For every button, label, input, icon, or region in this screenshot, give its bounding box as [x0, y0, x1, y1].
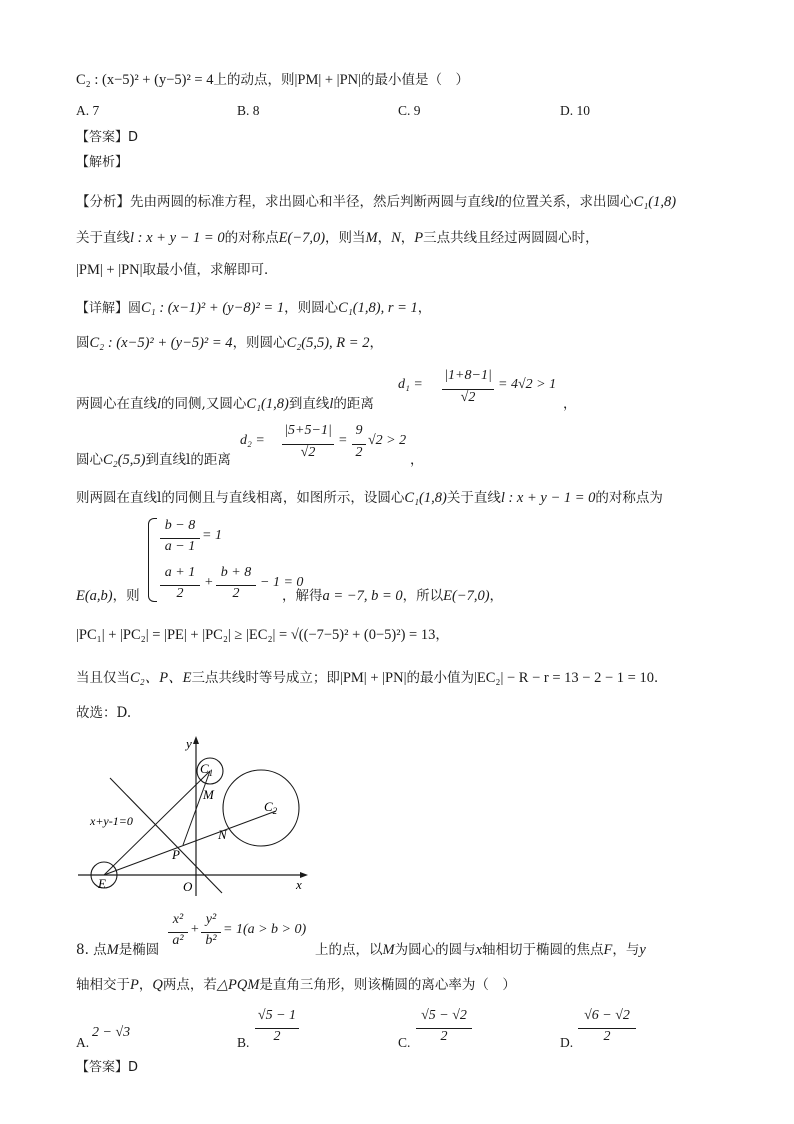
- detail-text: 的同侧,又圆心: [161, 396, 247, 412]
- detail-text: 【详解】圆: [76, 301, 142, 316]
- detail-text: 三点共线时等号成立；即: [191, 670, 340, 686]
- detail-line-6a: [76, 586, 140, 606]
- detail-text: ，则: [112, 588, 140, 604]
- distance-inequality: |PC₁| + |PC₂| = |PE| + |PC₂| ≥ |EC₂| = √((−7−5)² + (0−5)²) = 13: [76, 627, 436, 643]
- q7-option-b: B. 8: [237, 103, 260, 118]
- detail-line-4: [76, 450, 231, 470]
- q8-option-b-label: B.: [237, 1035, 250, 1050]
- q8-option-c-label: C.: [398, 1035, 411, 1050]
- detail-line-9: 故选：D.: [76, 705, 132, 721]
- detail-text: ，则圆心: [232, 335, 287, 351]
- q7-stem-math: C₂ : (x−5)² + (y−5)² = 4: [76, 72, 214, 88]
- q7-analysis-tag: 【解析】: [76, 155, 129, 170]
- q8-option-c-numerator: √5 − √2: [421, 1008, 467, 1023]
- y-arrow-icon: [193, 736, 199, 744]
- q8-option-b-denominator: 2: [255, 1028, 299, 1045]
- detail-text: 的对称点为: [595, 490, 663, 506]
- q8-text: 8. 点: [76, 942, 107, 958]
- q8-text: 轴相切于椭圆的焦点: [482, 942, 604, 958]
- geometry-figure: [76, 733, 316, 898]
- y-axis-label: y: [186, 736, 192, 751]
- d2-frac-den: 2: [352, 444, 366, 461]
- line-l-symbol: l: [494, 194, 499, 210]
- q7-option-d: D. 10: [560, 103, 590, 118]
- sys2-plus: +: [204, 575, 214, 590]
- q-symbol: Q: [152, 977, 163, 993]
- detail-text: 的最小值为: [406, 670, 474, 686]
- detail-text: 两圆心在直线: [76, 396, 157, 412]
- f-symbol: F: [603, 942, 613, 958]
- e-point: E(−7,0): [278, 230, 326, 246]
- d1-lhs: d₁ =: [398, 377, 423, 392]
- c1-equation: C₁ : (x−1)² + (y−8)² = 1: [141, 300, 285, 316]
- fenxi-text: ，则当: [325, 230, 366, 246]
- q7-answer: 【答案】D: [76, 130, 139, 145]
- n-label: N: [218, 827, 227, 842]
- q8-text: 是椭圆: [118, 942, 160, 958]
- detail-text: 当且仅当: [76, 670, 130, 686]
- detail-text: 到直线: [288, 396, 330, 412]
- e-label: E: [98, 876, 106, 891]
- origin-label: O: [183, 879, 193, 894]
- fenxi-text: 三点共线且经过两圆圆心时，: [423, 230, 599, 246]
- fenxi-text: 取最小值，求解即可．: [142, 262, 278, 278]
- d2-comma: ，: [410, 452, 424, 468]
- detail-text: ，则圆心: [284, 300, 339, 316]
- ellipse-plus: +: [190, 922, 200, 937]
- detail-text: 圆心: [76, 452, 103, 468]
- q8-option-a-label: A.: [76, 1035, 90, 1050]
- d2-rhs: √2 > 2: [368, 433, 407, 448]
- q8-line-1a: [76, 940, 159, 960]
- e-point: E(−7,0): [443, 588, 490, 604]
- d1-rhs: = 4√2 > 1: [498, 377, 557, 392]
- d2-numerator: |5+5−1|: [284, 423, 332, 438]
- detail-text: 关于直线: [446, 490, 501, 506]
- detail-line-1: [76, 298, 431, 319]
- fenxi-text: 关于直线: [76, 230, 130, 246]
- detail-line-8: [76, 668, 667, 688]
- q8-text: 两点，若: [162, 977, 217, 993]
- triangle-pqm: △PQM: [216, 977, 260, 993]
- detail-text: ．: [653, 670, 668, 686]
- ellipse-num1: x²: [172, 912, 184, 927]
- q8-option-b-numerator: √5 − 1: [257, 1008, 297, 1023]
- fenxi-text: 的位置关系，求出圆心: [498, 194, 634, 210]
- c2-center-radius: C₂(5,5), R = 2: [286, 335, 370, 351]
- c1-letter: C: [200, 761, 209, 776]
- p-symbol: P: [130, 977, 139, 993]
- q8-text: 轴相交于: [76, 977, 130, 993]
- fenxi-text: ，: [400, 230, 415, 246]
- detail-text: ，: [489, 588, 504, 604]
- sys2-den2: 2: [216, 585, 256, 602]
- c2-letter: C: [264, 799, 273, 814]
- q8-text: 为圆心的圆与: [394, 942, 476, 958]
- c1-point: C₁(1,8): [633, 194, 677, 210]
- c2-label: [264, 799, 278, 816]
- c1-point: C₁(1,8): [246, 396, 289, 412]
- fenxi-line-2: [76, 228, 599, 248]
- d2-denominator: √2: [282, 444, 334, 461]
- ellipse-den2: b²: [201, 932, 221, 949]
- c1-subscript: 1: [208, 768, 214, 778]
- line-l-label: x+y-1=0: [90, 814, 133, 828]
- line-l-symbol: l: [329, 396, 334, 412]
- m-symbol: M: [382, 942, 395, 958]
- pm-pn-sum: |PM| + |PN|: [339, 670, 407, 686]
- detail-text: ，所以: [402, 588, 444, 604]
- fenxi-text: 【分析】先由两圆的标准方程，求出圆心和半径，然后判断两圆与直线: [76, 194, 495, 210]
- sys1-denominator: a − 1: [160, 538, 200, 555]
- sys2-num1: a + 1: [164, 565, 196, 580]
- p-symbol: P: [414, 230, 424, 246]
- fenxi-text: 的对称点: [224, 230, 279, 246]
- q8-text: 是直角三角形，则该椭圆的离心率为（ ）: [259, 977, 516, 993]
- detail-text: 的距离: [333, 396, 374, 412]
- system-brace: [148, 518, 157, 602]
- c1-point: C₁(1,8): [404, 490, 447, 506]
- e-ab-point: E(a,b): [76, 588, 113, 604]
- m-symbol: M: [365, 230, 378, 246]
- detail-text: ，: [417, 300, 432, 316]
- ellipse-den1: a²: [168, 932, 188, 949]
- circle-c2: [223, 770, 299, 846]
- q8-text: ，: [138, 977, 153, 993]
- ellipse-num2: y²: [205, 912, 217, 927]
- line-l-symbol: l: [157, 396, 162, 412]
- q8-option-d-label: D.: [560, 1035, 574, 1050]
- detail-text: 则两圆在直线l的同侧且与直线相离，如图所示，设圆心: [76, 490, 405, 506]
- line-l-equation: l : x + y − 1 = 0: [500, 490, 596, 506]
- q8-text: ，与: [612, 942, 640, 958]
- c2-subscript: 2: [272, 806, 278, 816]
- q8-option-d-denominator: 2: [578, 1028, 636, 1045]
- sys1-numerator: b − 8: [164, 518, 196, 533]
- x-symbol: x: [475, 942, 483, 958]
- q8-answer: 【答案】D: [76, 1060, 139, 1075]
- min-value-expression: |EC₂| − R − r = 13 − 2 − 1 = 10: [473, 670, 654, 686]
- c1-center-radius: C₁(1,8), r = 1: [338, 300, 418, 316]
- sys2-num2: b + 8: [220, 565, 252, 580]
- solution-ab: a = −7, b = 0: [322, 588, 403, 604]
- d2-lhs: d₂ =: [240, 433, 265, 448]
- sys1-rhs: = 1: [202, 528, 222, 543]
- q7-option-c: C. 9: [398, 103, 421, 118]
- q8-option-c-denominator: 2: [416, 1028, 472, 1045]
- fenxi-line-1: [76, 192, 676, 212]
- detail-text: 圆: [76, 335, 90, 351]
- detail-text: ，: [435, 627, 449, 643]
- q8-text: 上的点，以: [315, 942, 383, 958]
- d1-denominator: √2: [442, 389, 494, 406]
- pm-pn-sum: |PM| + |PN|: [76, 262, 143, 278]
- fenxi-line-3: [76, 260, 278, 280]
- detail-line-3: [76, 394, 374, 414]
- sys2-rhs: − 1 = 0: [260, 575, 304, 590]
- c2-equation: C₂ : (x−5)² + (y−5)² = 4: [89, 335, 233, 351]
- d2-equals: =: [338, 433, 348, 448]
- q8-line-2: [76, 975, 516, 995]
- detail-text: ，: [369, 335, 383, 351]
- n-symbol: N: [391, 230, 401, 246]
- ellipse-rhs: = 1(a > b > 0): [223, 922, 307, 937]
- q7-option-a: A. 7: [76, 103, 100, 118]
- line-l-equation: l : x + y − 1 = 0: [130, 230, 225, 246]
- fenxi-text: ，: [377, 230, 392, 246]
- q8-option-a-value: 2 − √3: [92, 1025, 131, 1040]
- q7-stem-text: 上的动点，则: [213, 72, 295, 88]
- sys2-den1: 2: [160, 585, 200, 602]
- d1-numerator: |1+8−1|: [444, 368, 492, 383]
- c2-point: C₂(5,5): [103, 452, 146, 468]
- q8-line-1b: [315, 940, 646, 960]
- m-symbol: M: [106, 942, 119, 958]
- p-label: P: [172, 847, 180, 862]
- detail-text: ，解得: [282, 588, 323, 604]
- detail-text: 到直线l的距离: [145, 452, 231, 468]
- x-axis-label: x: [296, 877, 302, 892]
- detail-line-2: [76, 333, 383, 353]
- q8-option-d-numerator: √6 − √2: [584, 1008, 630, 1023]
- q7-stem-math2: |PM| + |PN|: [294, 72, 362, 88]
- collinear-points: C₂、P、E: [130, 670, 192, 686]
- y-symbol: y: [639, 942, 646, 958]
- q7-stem-tail: 的最小值是（ ）: [361, 72, 470, 88]
- m-label: M: [203, 787, 214, 802]
- detail-line-7: [76, 625, 449, 645]
- c1-label: [200, 761, 213, 778]
- detail-line-5: [76, 488, 663, 508]
- detail-line-6b: [282, 586, 503, 606]
- q7-stem-line: [76, 70, 469, 90]
- d2-frac-num: 9: [355, 423, 363, 438]
- d1-comma: ，: [563, 396, 577, 412]
